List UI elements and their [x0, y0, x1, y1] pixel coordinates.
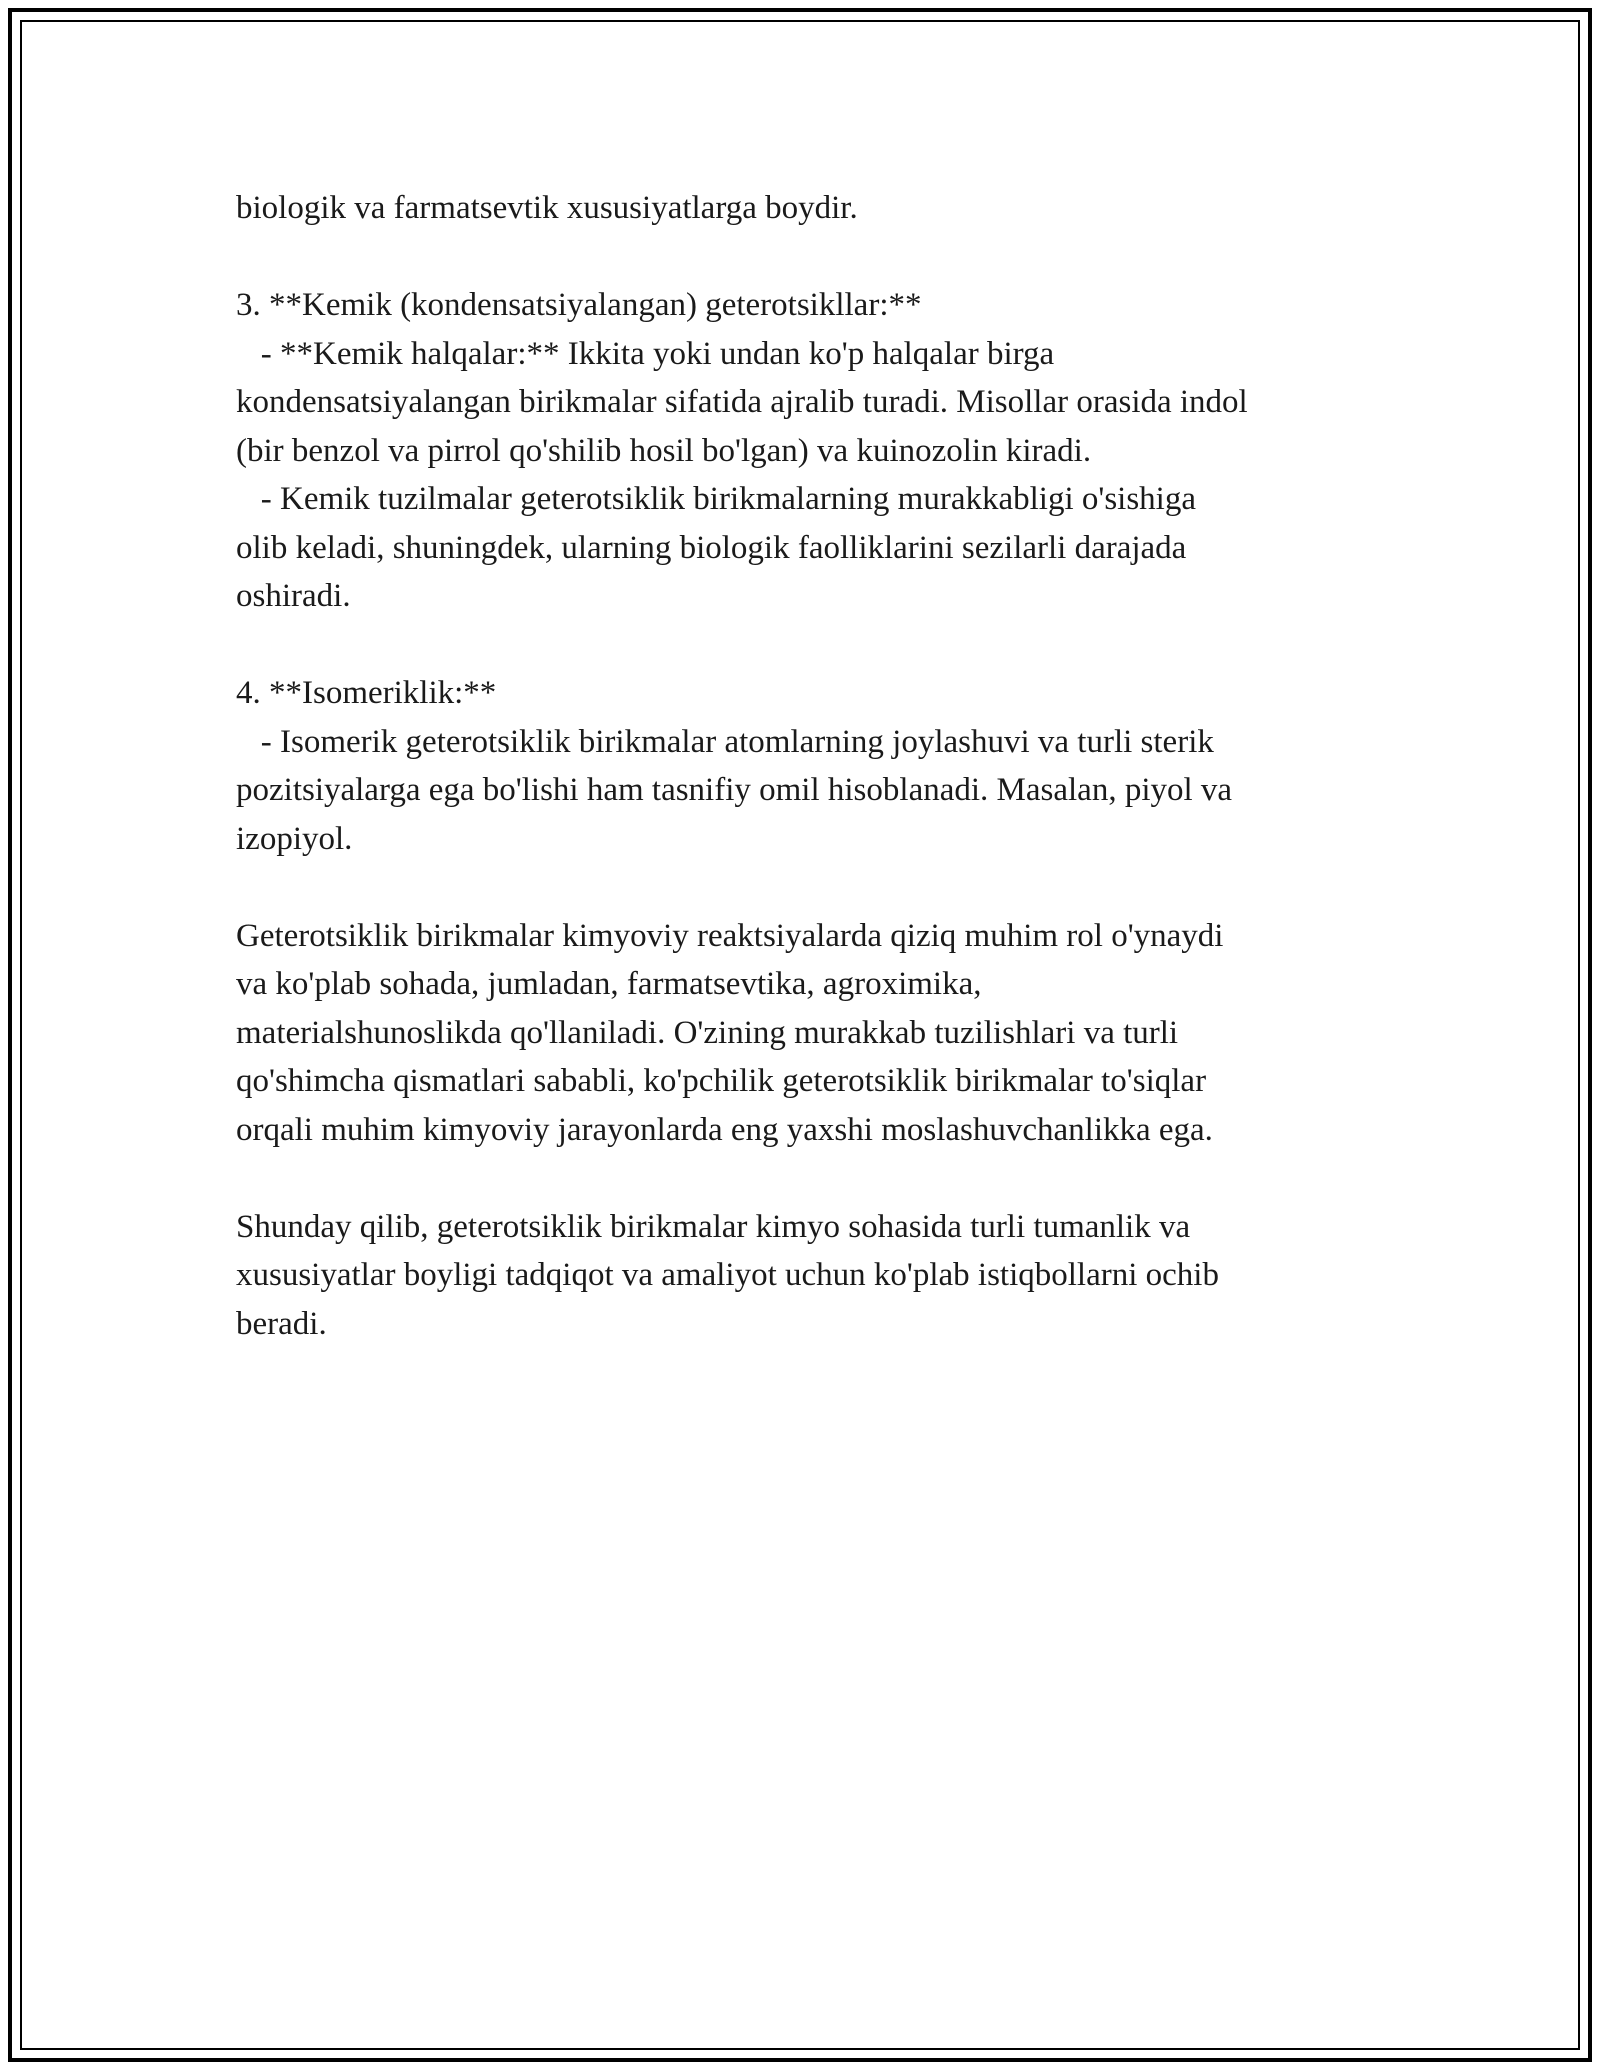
section-heading: 4. **Isomeriklik:** — [236, 675, 497, 711]
blank-line — [236, 863, 1376, 912]
blank-line — [236, 621, 1376, 670]
text-line: Shunday qilib, geterotsiklik birikmalar kimyo sohasida turli tumanlik va — [236, 1208, 1191, 1245]
text-line: - Isomerik geterotsiklik birikmalar atomlarning joylashuvi va turli sterik — [236, 723, 1214, 760]
text-line: beradi. — [236, 1305, 327, 1342]
text-line: qo'shimcha qismatlari sababli, ko'pchilik geterotsiklik birikmalar to'siqlar — [236, 1063, 1207, 1099]
blank-line — [236, 233, 1376, 282]
text-line: biologik va farmatsevtik xususiyatlarga boydir. — [236, 190, 858, 226]
text-line: izopiyol. — [236, 820, 353, 857]
text-line: Geterotsiklik birikmalar kimyoviy reaktsiyalarda qiziq muhim rol o'ynaydi — [236, 917, 1224, 954]
text-line: - Kemik tuzilmalar geterotsiklik birikmalarning murakkabligi o'sishiga — [236, 481, 1196, 517]
text-line: kondensatsiyalangan birikmalar sifatida ajralib turadi. Misollar orasida indol — [236, 384, 1248, 420]
document-body — [236, 184, 1376, 1348]
text-line: orqali muhim kimyoviy jarayonlarda eng yaxshi moslashuvchanlikka ega. — [236, 1111, 1213, 1148]
text-line: oshiradi. — [236, 578, 351, 614]
text-line: olib keladi, shuningdek, ularning biologik faolliklarini sezilarli darajada — [236, 529, 1187, 566]
text-line: - **Kemik halqalar:** Ikkita yoki undan ko'p halqalar birga — [236, 335, 1055, 372]
section-heading: 3. **Kemik (kondensatsiyalangan) geterotsikllar:** — [236, 287, 922, 323]
text-line: pozitsiyalarga ega bo'lishi ham tasnifiy omil hisoblanadi. Masalan, piyol va — [236, 772, 1233, 808]
text-line: (bir benzol va pirrol qo'shilib hosil bo'lgan) va kuinozolin kiradi. — [236, 432, 1092, 469]
text-line: materialshunoslikda qo'llaniladi. O'zining murakkab tuzilishlari va turli — [236, 1014, 1179, 1051]
blank-line — [236, 1154, 1376, 1203]
text-line: va ko'plab sohada, jumladan, farmatsevtika, agroximika, — [236, 966, 982, 1002]
text-line: xususiyatlar boyligi tadqiqot va amaliyot uchun ko'plab istiqbollarni ochib — [236, 1257, 1219, 1293]
